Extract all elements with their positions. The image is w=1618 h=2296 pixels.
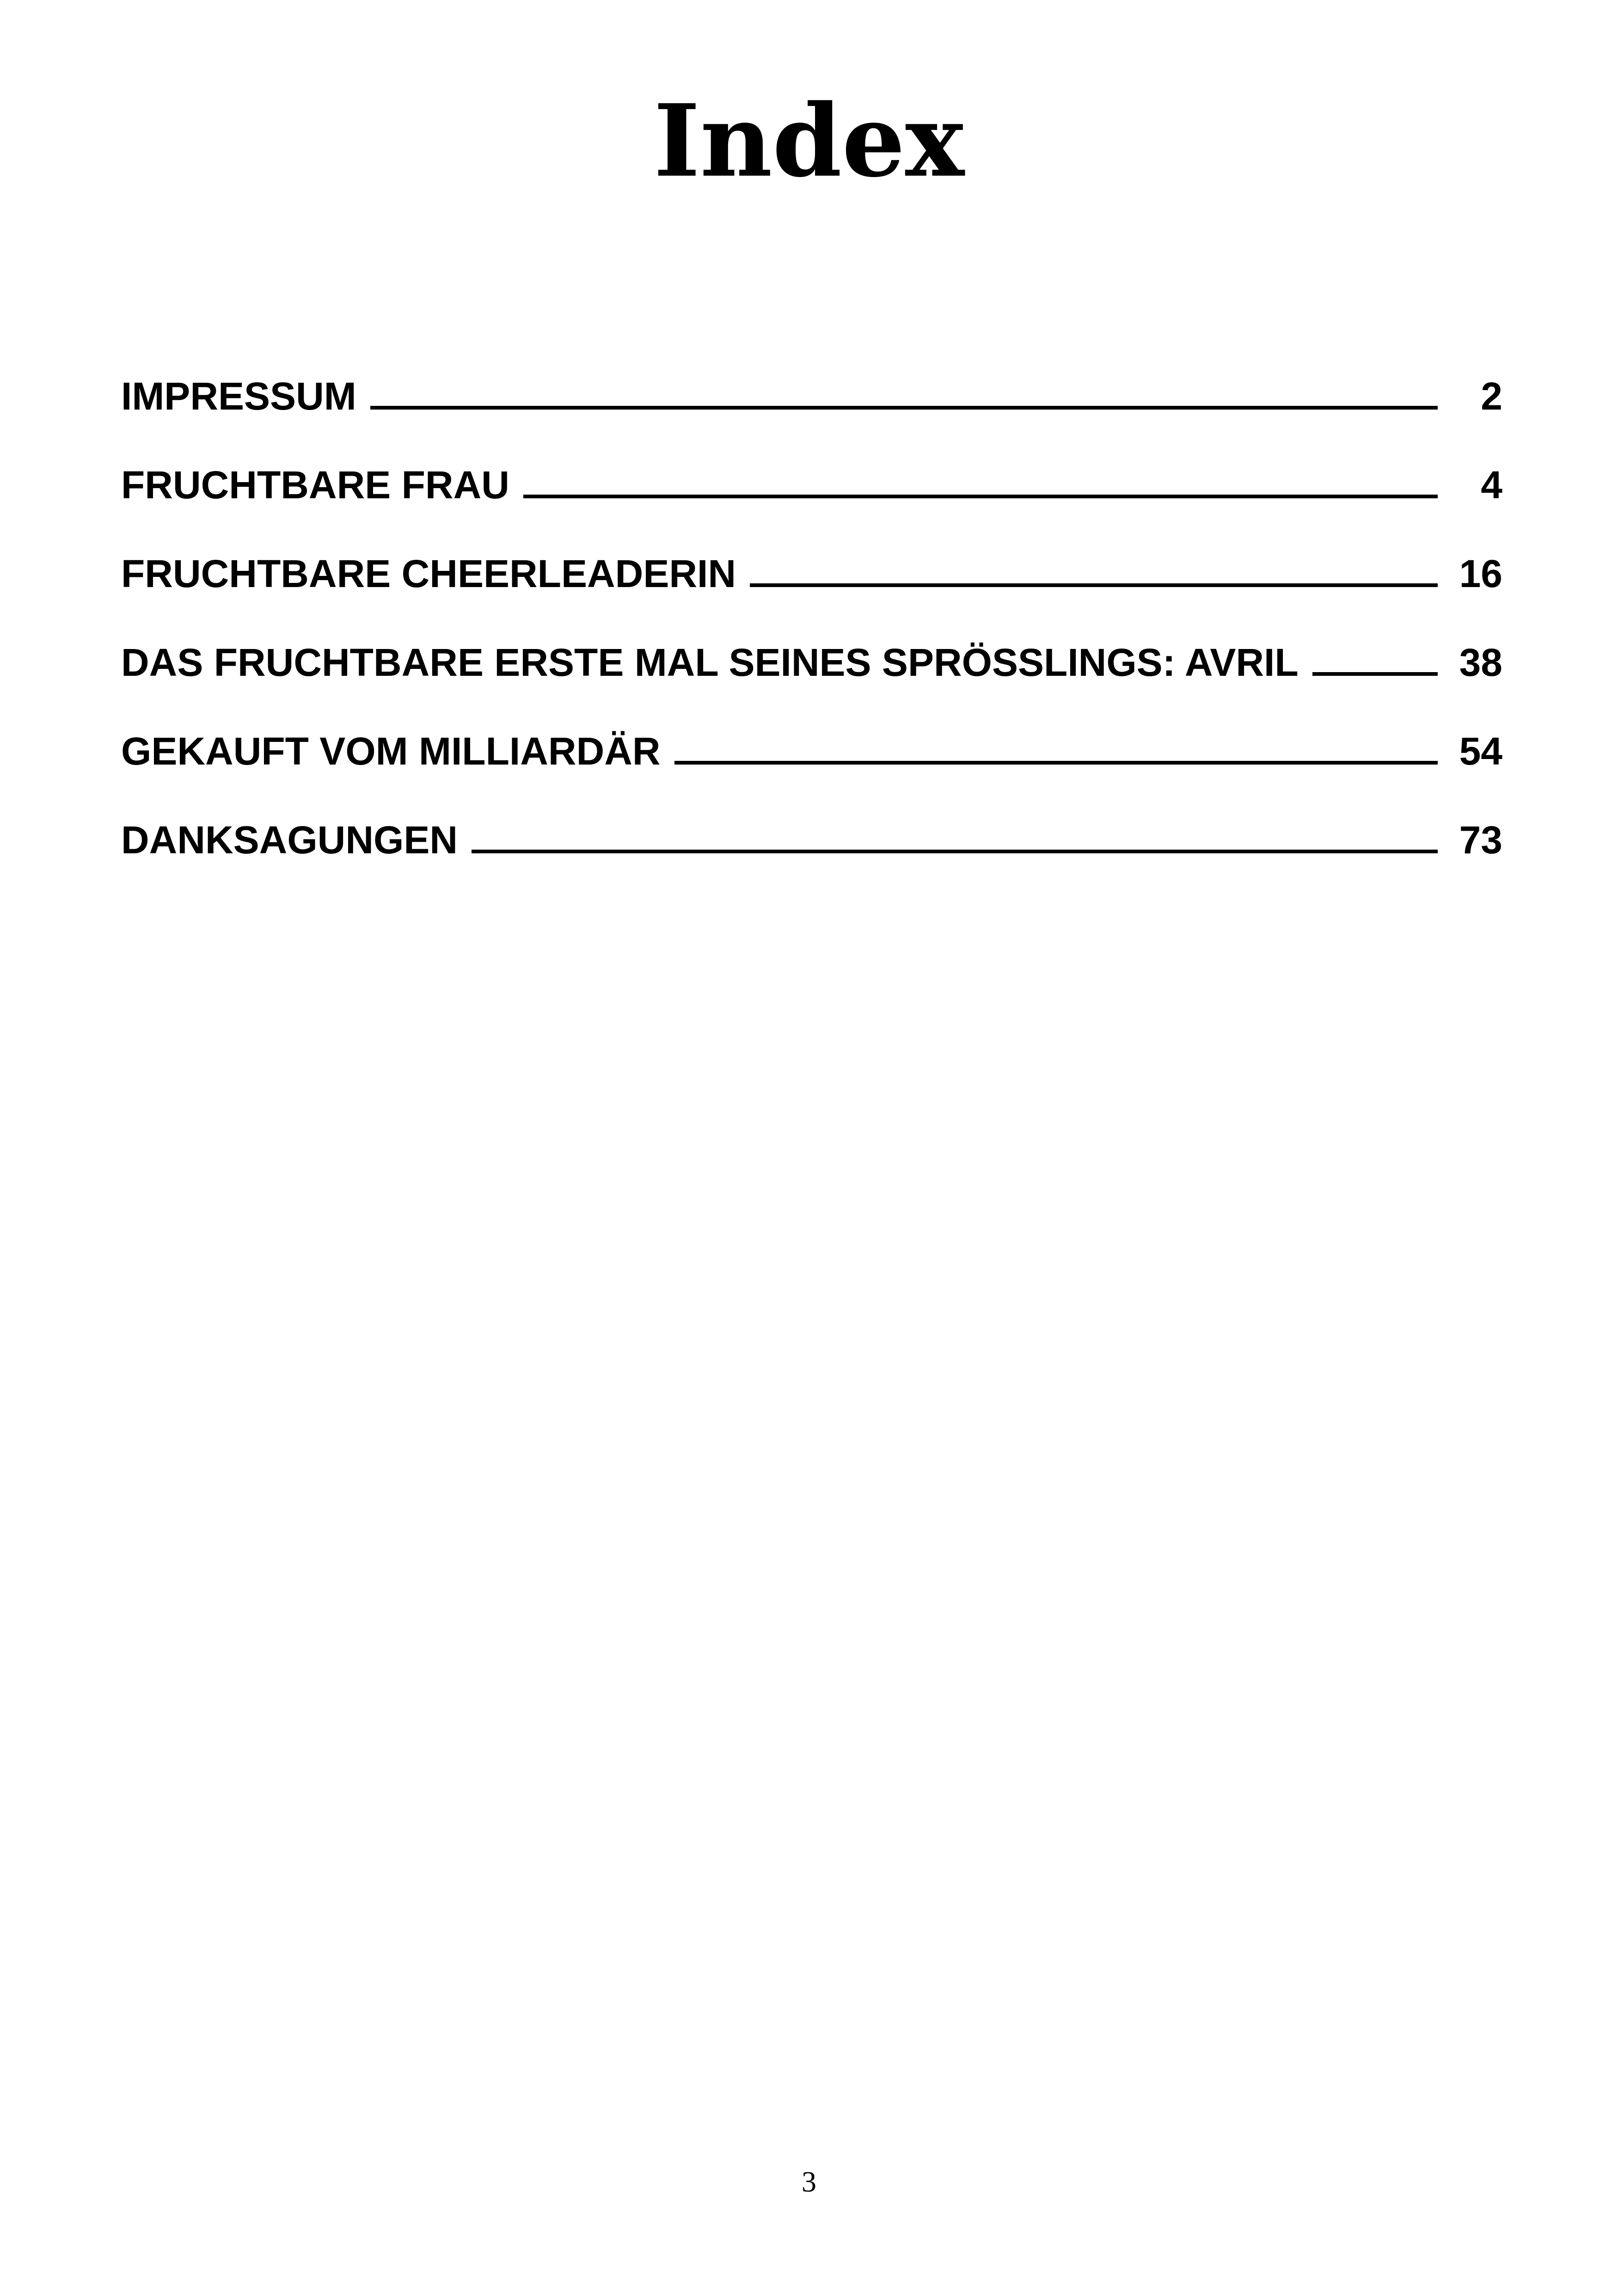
toc-entry-label: FRUCHTBARE CHEERLEADERIN: [121, 552, 736, 595]
toc-entry-gekauft-vom-milliardaer[interactable]: [121, 688, 1502, 777]
toc-entry-page: 73: [1459, 818, 1502, 862]
toc-entry-das-fruchtbare-erste-mal[interactable]: [121, 599, 1502, 688]
toc-entry-fruchtbare-cheerleaderin[interactable]: [121, 510, 1502, 599]
toc-entry-label: DAS FRUCHTBARE ERSTE MAL SEINES SPRÖSSLINGS: AVRIL: [121, 641, 1299, 684]
toc-leader-line: [370, 406, 1438, 410]
toc-entry-page: 38: [1459, 641, 1502, 684]
toc-leader-line: [523, 495, 1438, 498]
toc-entry-label: FRUCHTBARE FRAU: [121, 463, 509, 507]
toc-entry-label: DANKSAGUNGEN: [121, 818, 458, 862]
toc-entry-page: 16: [1459, 552, 1502, 595]
toc-leader-line: [472, 850, 1438, 853]
toc-entry-label: GEKAUFT VOM MILLIARDÄR: [121, 729, 661, 773]
table-of-contents: [121, 333, 1502, 865]
toc-leader-line: [674, 761, 1438, 765]
toc-entry-fruchtbare-frau[interactable]: [121, 422, 1502, 510]
toc-entry-page: 2: [1481, 374, 1502, 418]
page-number: 3: [802, 2165, 816, 2198]
toc-entry-page: 4: [1481, 463, 1502, 507]
toc-entry-page: 54: [1459, 729, 1502, 773]
page-title: Index: [653, 82, 965, 199]
toc-leader-line: [750, 583, 1438, 587]
toc-entry-danksagungen[interactable]: [121, 777, 1502, 865]
toc-entry-label: IMPRESSUM: [121, 374, 356, 418]
toc-entry-impressum[interactable]: [121, 333, 1502, 422]
toc-leader-line: [1312, 672, 1438, 676]
